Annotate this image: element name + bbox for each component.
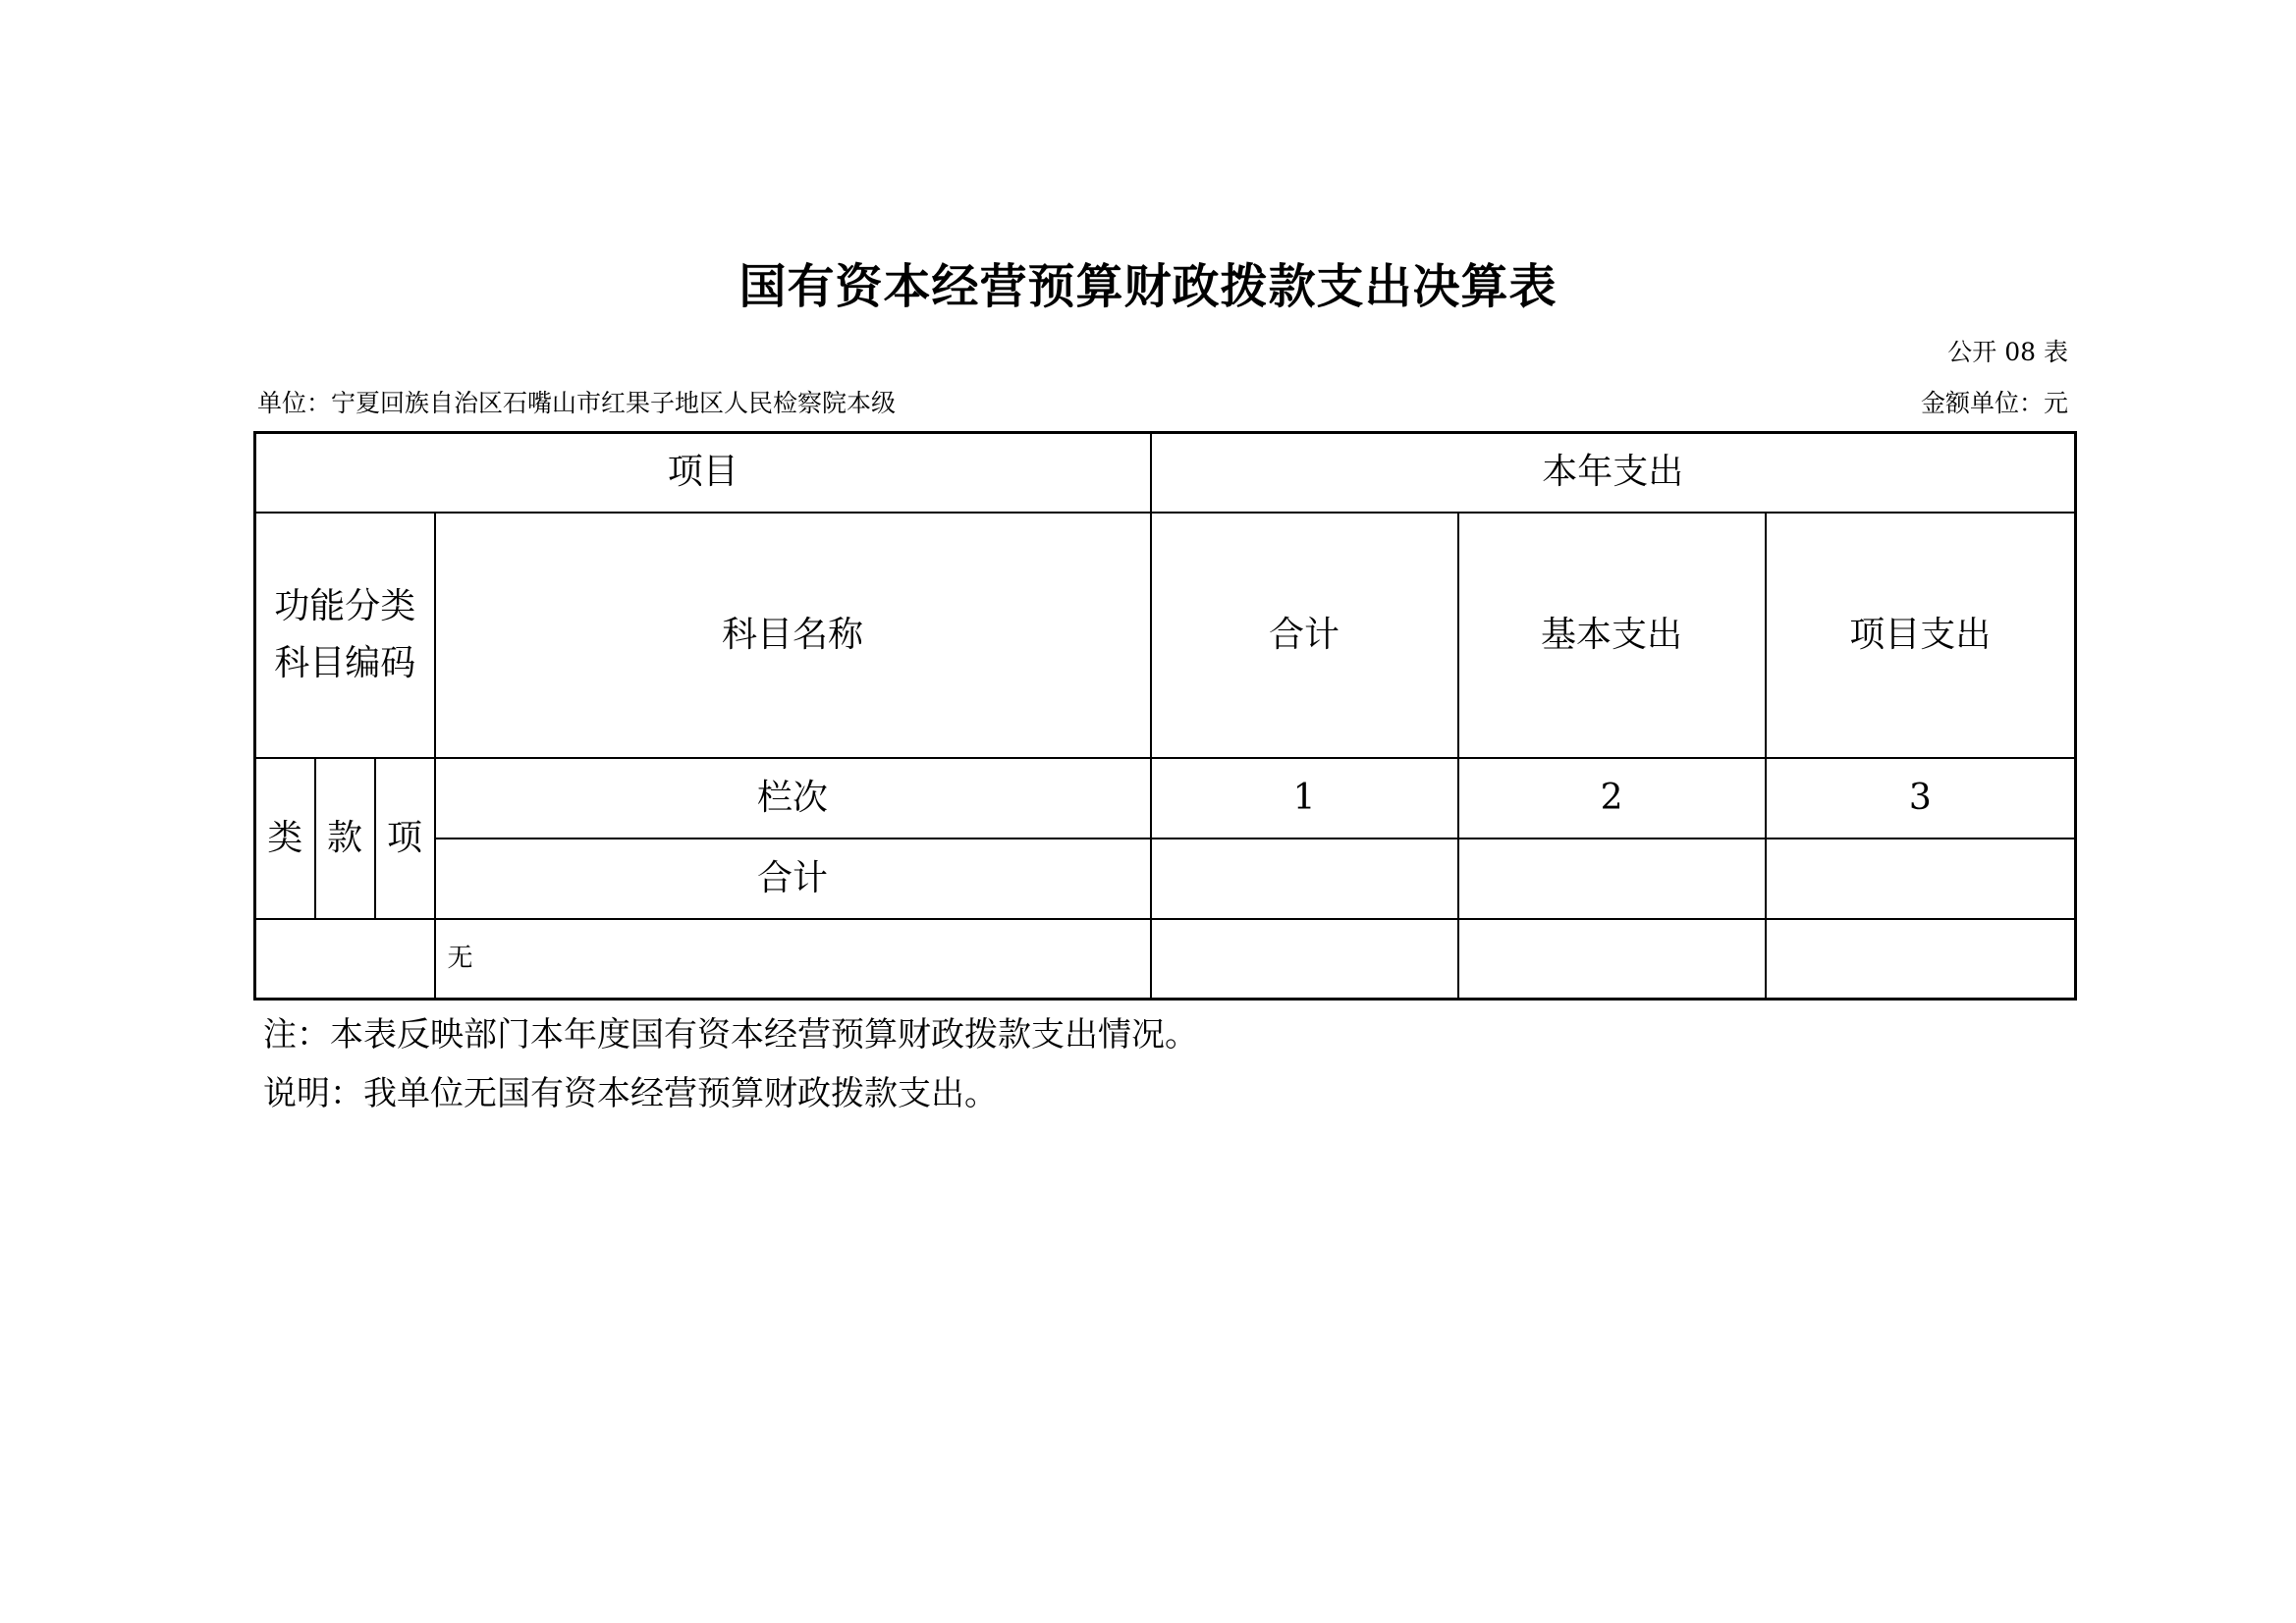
col-number-3: 3 <box>1766 758 2076 839</box>
header-project: 项目 <box>255 433 1151 513</box>
unit-label: 单位：宁夏回族自治区石嘴山市红果子地区人民检察院本级 <box>257 389 897 417</box>
total-value-2 <box>1458 839 1766 919</box>
header-row-1 <box>255 433 2076 513</box>
header-basic-expenditure: 基本支出 <box>1458 513 1766 758</box>
report-title: 国有资本经营预算财政拨款支出决算表 <box>738 259 1558 314</box>
total-value-3 <box>1766 839 2076 919</box>
header-project-expenditure: 项目支出 <box>1766 513 2076 758</box>
data-value-1 <box>1151 919 1458 1000</box>
amount-unit-label: 金额单位：元 <box>1920 389 2068 417</box>
row-total-label: 合计 <box>435 839 1151 919</box>
data-value-3 <box>1766 919 2076 1000</box>
data-row-code <box>255 919 435 1000</box>
col-lei: 类 <box>255 758 315 919</box>
col-kuan: 款 <box>315 758 375 919</box>
col-number-1: 1 <box>1151 758 1458 839</box>
total-value-1 <box>1151 839 1458 919</box>
col-number-2: 2 <box>1458 758 1766 839</box>
header-row-2 <box>255 513 2076 758</box>
header-func-code <box>255 513 435 758</box>
form-code: 公开 08 表 <box>1947 338 2068 366</box>
header-current-year: 本年支出 <box>1151 433 2076 513</box>
budget-table <box>253 431 2077 1001</box>
header-total: 合计 <box>1151 513 1458 758</box>
col-xiang: 项 <box>375 758 435 919</box>
header-func-code-line1: 功能分类 <box>274 585 416 626</box>
explanation-text: 说明：我单位无国有资本经营预算财政拨款支出。 <box>263 1074 998 1113</box>
header-func-code-line2: 科目编码 <box>274 642 416 683</box>
header-subject-name: 科目名称 <box>435 513 1151 758</box>
data-row-name: 无 <box>435 919 1151 1000</box>
total-row <box>255 839 2076 919</box>
data-value-2 <box>1458 919 1766 1000</box>
column-number-row <box>255 758 2076 839</box>
data-row <box>255 919 2076 1000</box>
note-text: 注：本表反映部门本年度国有资本经营预算财政拨款支出情况。 <box>263 1015 1198 1055</box>
row-column-label: 栏次 <box>435 758 1151 839</box>
